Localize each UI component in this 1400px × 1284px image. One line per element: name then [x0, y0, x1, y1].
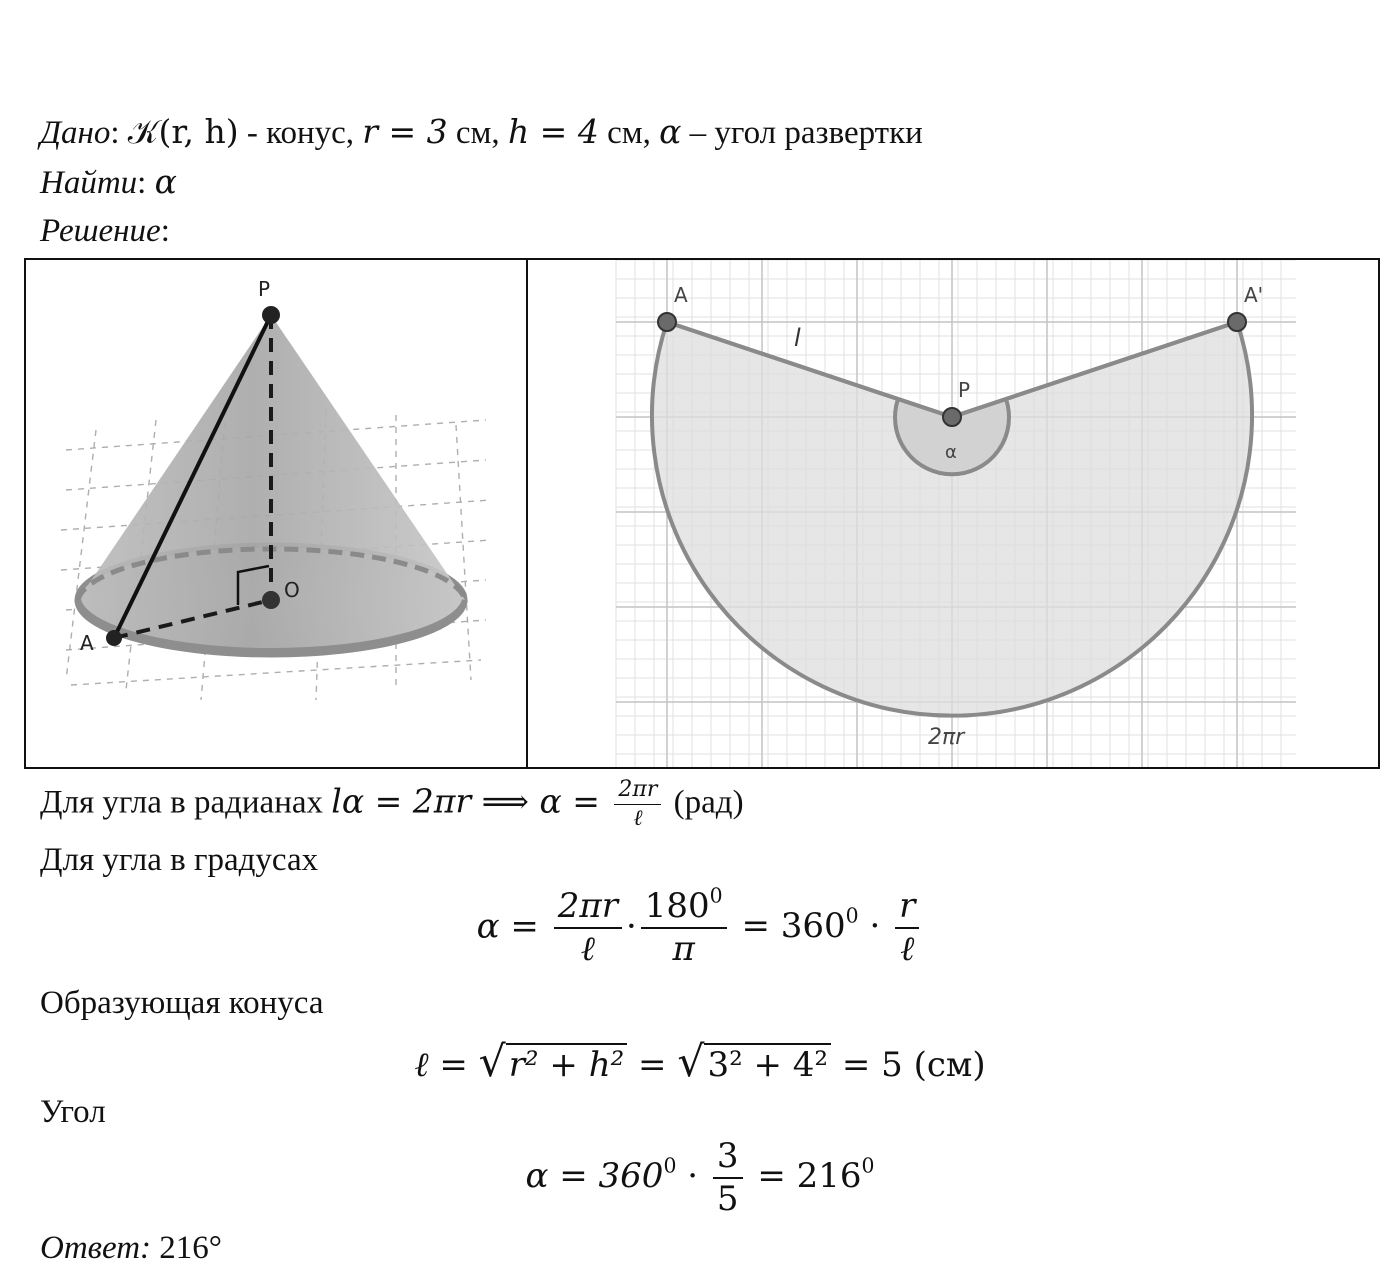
radians-line	[40, 778, 744, 831]
answer-label: Ответ:	[40, 1230, 152, 1266]
height-expr: h = 4	[507, 112, 599, 151]
radians-text: Для угла в радианах	[40, 784, 332, 821]
angle-frac	[713, 1138, 743, 1219]
given-label: Дано	[40, 115, 111, 151]
degrees-mid-sup: 0	[845, 904, 859, 929]
find-value: α	[154, 162, 177, 201]
radians-num: 2πr	[614, 778, 661, 805]
degrees-frac3	[895, 888, 919, 969]
radius-expr: r = 3	[362, 112, 448, 151]
degrees-formula: α = $\frac{2\pi r}{\text{ℓ}}$ · $\frac{180^0}{\pi}$ = $360^0$ · $\frac{r}{\text{ℓ}}$	[0, 888, 1400, 969]
radians-expr: lα = 2πr ⟹ α =	[331, 781, 611, 821]
angle-dot: ·	[676, 1156, 709, 1197]
angle-num: 3	[713, 1138, 743, 1179]
radians-fraction	[614, 778, 661, 831]
net-label-angle: α	[945, 442, 957, 463]
degrees-lhs: α =	[476, 906, 550, 947]
alpha-text: – угол развертки	[681, 115, 923, 151]
alpha-symbol: α	[659, 112, 682, 151]
generatrix-formula: ℓ = √r² + h² = √3² + 4² = 5 (см)	[414, 1038, 986, 1087]
angle-lhs: α = 360	[525, 1156, 664, 1197]
answer-line	[40, 1228, 222, 1268]
degrees-frac2	[641, 883, 727, 970]
cone-text: - конус,	[238, 115, 363, 151]
angle-rhs: = 216	[746, 1156, 862, 1197]
cone-figure	[26, 260, 526, 767]
radians-den: ℓ	[633, 806, 643, 832]
generatrix-rhs: = 5 (см)	[831, 1045, 986, 1085]
figure-panel	[24, 258, 1380, 769]
generatrix-rad2: 3² + 4²	[704, 1043, 831, 1086]
cone-symbol: 𝒦(r, h)	[127, 112, 239, 151]
angle-text: Угол	[40, 1094, 106, 1130]
solution-label: Решение	[40, 213, 161, 249]
angle-rhs-sup: 0	[861, 1154, 875, 1179]
net-label-center: P	[958, 378, 971, 402]
given-line: Дано: 𝒦(r, h) - конус, r = 3 см, h = 4 см, α – угол развертки	[40, 112, 923, 151]
cone-label-base: A	[80, 631, 94, 655]
radians-unit: (рад)	[665, 784, 744, 821]
net-label-right: A'	[1244, 283, 1264, 307]
degrees-text: Для угла в градусах	[40, 842, 319, 878]
height-unit: см,	[598, 115, 660, 151]
generatrix-rad1: r² + h²	[506, 1043, 628, 1086]
degrees-frac1-den: ℓ	[580, 929, 595, 970]
angle-lhs-sup: 0	[663, 1154, 677, 1179]
degrees-dot: ·	[858, 906, 892, 947]
radius-unit: см,	[447, 115, 508, 151]
generatrix-text: Образующая конуса	[40, 985, 324, 1021]
find-line: Найти: α	[40, 162, 177, 201]
angle-den: 5	[716, 1179, 739, 1220]
net-label-left: A	[674, 283, 688, 307]
degrees-frac2-num: 180	[644, 886, 710, 926]
degrees-mid: = 360	[730, 906, 846, 947]
degrees-frac1	[554, 888, 622, 969]
net-label-arc: 2πr	[928, 725, 965, 750]
find-label: Найти	[40, 165, 138, 201]
net-label-slant: l	[794, 324, 801, 352]
cone-net-figure	[528, 260, 1380, 767]
cone-label-apex: P	[258, 277, 271, 301]
generatrix-eq: =	[627, 1045, 678, 1085]
degrees-frac2-sup: 0	[709, 883, 723, 908]
angle-formula	[0, 1138, 1400, 1219]
solution-line: Решение:	[40, 213, 170, 249]
degrees-frac3-num: r	[895, 888, 919, 929]
generatrix-lhs: ℓ =	[414, 1045, 479, 1085]
degrees-frac3-den: ℓ	[900, 929, 915, 970]
cone-label-center: O	[284, 578, 300, 602]
degrees-frac2-den: π	[672, 929, 695, 970]
degrees-frac1-num: 2πr	[554, 888, 622, 929]
answer-value: 216°	[151, 1230, 222, 1266]
